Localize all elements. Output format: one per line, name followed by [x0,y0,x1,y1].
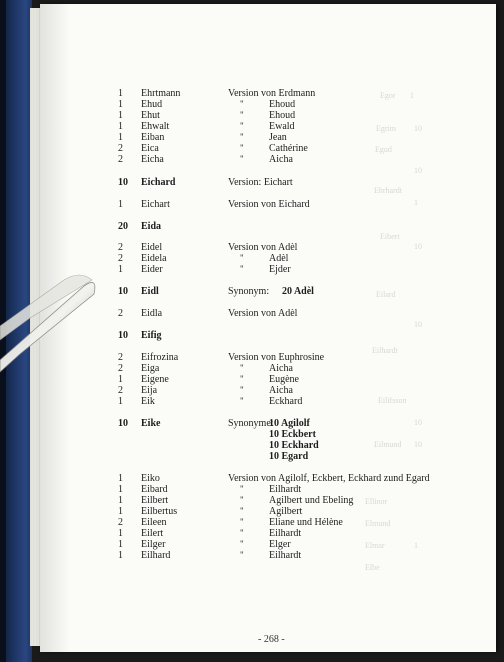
entry-info: Version von Adèl [228,308,298,319]
generation-number: 2 [118,363,123,374]
generation-number: 10 [118,177,128,188]
ditto-mark: " [240,539,244,549]
entry-name: Eilhard [141,550,171,561]
generation-number: 1 [118,264,123,275]
generation-number: 10 [118,286,128,297]
entry-reference: Agilbert [269,506,303,517]
synonym-value: 10 Eckbert [269,429,316,440]
entry-reference: Cathérine [269,143,308,154]
entry-name: Eidla [141,308,163,319]
entry-name: Ehud [141,99,163,110]
ditto-mark: " [240,495,244,505]
entry-name: Eilger [141,539,166,550]
entry-name: Eilert [141,528,164,539]
generation-number: 10 [118,418,128,429]
generation-number: 1 [118,506,123,517]
entry-name: Eichart [141,199,170,210]
entry-name: Eilbertus [141,506,178,517]
ditto-mark: " [240,363,244,373]
entry-reference: Eilhardt [269,484,302,495]
ditto-mark: " [240,506,244,516]
entry-reference: Eugène [269,374,299,385]
entry-reference: Aicha [269,363,293,374]
ditto-mark: " [240,396,244,406]
generation-number: 2 [118,308,123,319]
entry-reference: Elger [269,539,291,550]
generation-number: 1 [118,550,123,561]
generation-number: 1 [118,132,123,143]
entry-reference: Ehoud [269,99,296,110]
ditto-mark: " [240,143,244,153]
entry-name: Eicha [141,154,164,165]
entry-name: Eidela [141,253,167,264]
entry-name: Eidl [141,286,159,297]
entry-info: Synonyme: [228,418,274,429]
entry-name: Eik [141,396,155,407]
generation-number: 1 [118,396,123,407]
generation-number: 1 [118,88,123,99]
generation-number: 1 [118,495,123,506]
entry-name: Eichard [141,177,176,188]
generation-number: 1 [118,484,123,495]
entry-reference: Aicha [269,154,293,165]
entry-name: Eider [141,264,163,275]
entry-name: Eibard [141,484,168,495]
entry-info: Version von Erdmann [228,88,316,99]
entry-name: Eidel [141,242,163,253]
ditto-mark: " [240,121,244,131]
generation-number: 2 [118,143,123,154]
generation-number: 1 [118,199,123,210]
entry-reference: Ehoud [269,110,296,121]
entry-name: Eiban [141,132,165,143]
generation-number: 1 [118,99,123,110]
synonym-value: 10 Eckhard [269,440,319,451]
entry-reference: Adèl [269,253,289,264]
entry-name: Eilbert [141,495,169,506]
ditto-mark: " [240,550,244,560]
synonym-value: 10 Agilolf [269,418,310,429]
entry-name: Eica [141,143,159,154]
ditto-mark: " [240,110,244,120]
generation-number: 20 [118,221,128,232]
entry-name: Eija [141,385,158,396]
entry-info: Synonym: [228,286,270,297]
ditto-mark: " [240,132,244,142]
generation-number: 10 [118,330,128,341]
ditto-mark: " [240,517,244,527]
ditto-mark: " [240,484,244,494]
entry-info: Version von Adèl [228,242,298,253]
page-number: - 268 - [258,634,285,645]
entry-reference: Eilhardt [269,528,302,539]
entry-name: Eike [141,418,161,429]
entry-name: Eifrozina [141,352,179,363]
ditto-mark: " [240,374,244,384]
entry-name: Eileen [141,517,167,528]
entry-name: Ehwalt [141,121,170,132]
generation-number: 2 [118,385,123,396]
entry-reference: Eilhardt [269,550,302,561]
entry-reference: Aicha [269,385,293,396]
ditto-mark: " [240,264,244,274]
generation-number: 1 [118,528,123,539]
generation-number: 2 [118,253,123,264]
entry-info: Version von Agilolf, Eckbert, Eckhard zund Egard [228,473,430,484]
ditto-mark: " [240,253,244,263]
ditto-mark: " [240,385,244,395]
generation-number: 2 [118,242,123,253]
entry-reference: Agilbert und Ebeling [269,495,354,506]
synonym-value: 20 Adèl [282,286,314,297]
entry-name: Eida [141,221,162,232]
entry-reference: Ewald [269,121,295,132]
entry-name: Eiko [141,473,160,484]
entry-info: Version von Euphrosine [228,352,325,363]
entry-reference: Eliane und Hélène [269,517,343,528]
entry-name: Ehut [141,110,160,121]
generation-number: 2 [118,352,123,363]
entry-reference: Jean [269,132,287,143]
generation-number: 2 [118,517,123,528]
generation-number: 1 [118,473,123,484]
book-scan: Egor 1 Egrim 10 Egud 10 Ehrhardt 1 Eibert 10 Eilard 10 Eilhardt Eilifsson 10 Eilmund 10 Ellinor Elmund Elmar 1 Elbe 1 Ehrtmann Version von Erdmann 1 Ehud " Ehoud 1 Ehut " Ehoud 1 Ehwalt " Ewald 1 Eiban " Jean 2 Eica " Cathérine 2 Eicha " Aicha 10 Eichard Version: Eichart 1 Eichart Version von Eichard 20 Eida 2 Eidel Version von Adèl 2 Eidela " Adèl 1 Eider " Ejder 10 Eidl Synonym: 20 Adèl 2 Eidla Version von Adèl 10 Eifig 2 Eifrozina Version von Euphrosine 2 Eiga " Aicha 1 Eigene " Eugène 2 Eija " Aicha 1 Eik " Eckhard 10 Eike Synonyme: 10 Agilolf 10 Eckbert 10 Eckhard 10 Egard 1 Eiko Version von Agilolf, Eckbert, Eckhard zund Egard 1 Eibard " Eilhardt 1 Eilbert " Agilbert und Ebeling 1 Eilbertus " Agilbert 2 Eileen " Eliane und Hélène 1 Eilert " Eilhardt 1 Eilger " Elger 1 Eilhard " Eilhardt - 268 - [0,0,504,662]
entry-name: Eigene [141,374,169,385]
generation-number: 1 [118,121,123,132]
ditto-mark: " [240,528,244,538]
entry-reference: Eckhard [269,396,303,407]
entry-info: Version: Eichart [228,177,293,188]
generation-number: 1 [118,539,123,550]
ditto-mark: " [240,154,244,164]
entry-name: Eifig [141,330,162,341]
entry-reference: Ejder [269,264,291,275]
ditto-mark: " [240,99,244,109]
entry-info: Version von Eichard [228,199,310,210]
entry-name: Ehrtmann [141,88,181,99]
generation-number: 1 [118,374,123,385]
generation-number: 1 [118,110,123,121]
synonym-value: 10 Egard [269,451,309,462]
generation-number: 2 [118,154,123,165]
entry-name: Eiga [141,363,160,374]
